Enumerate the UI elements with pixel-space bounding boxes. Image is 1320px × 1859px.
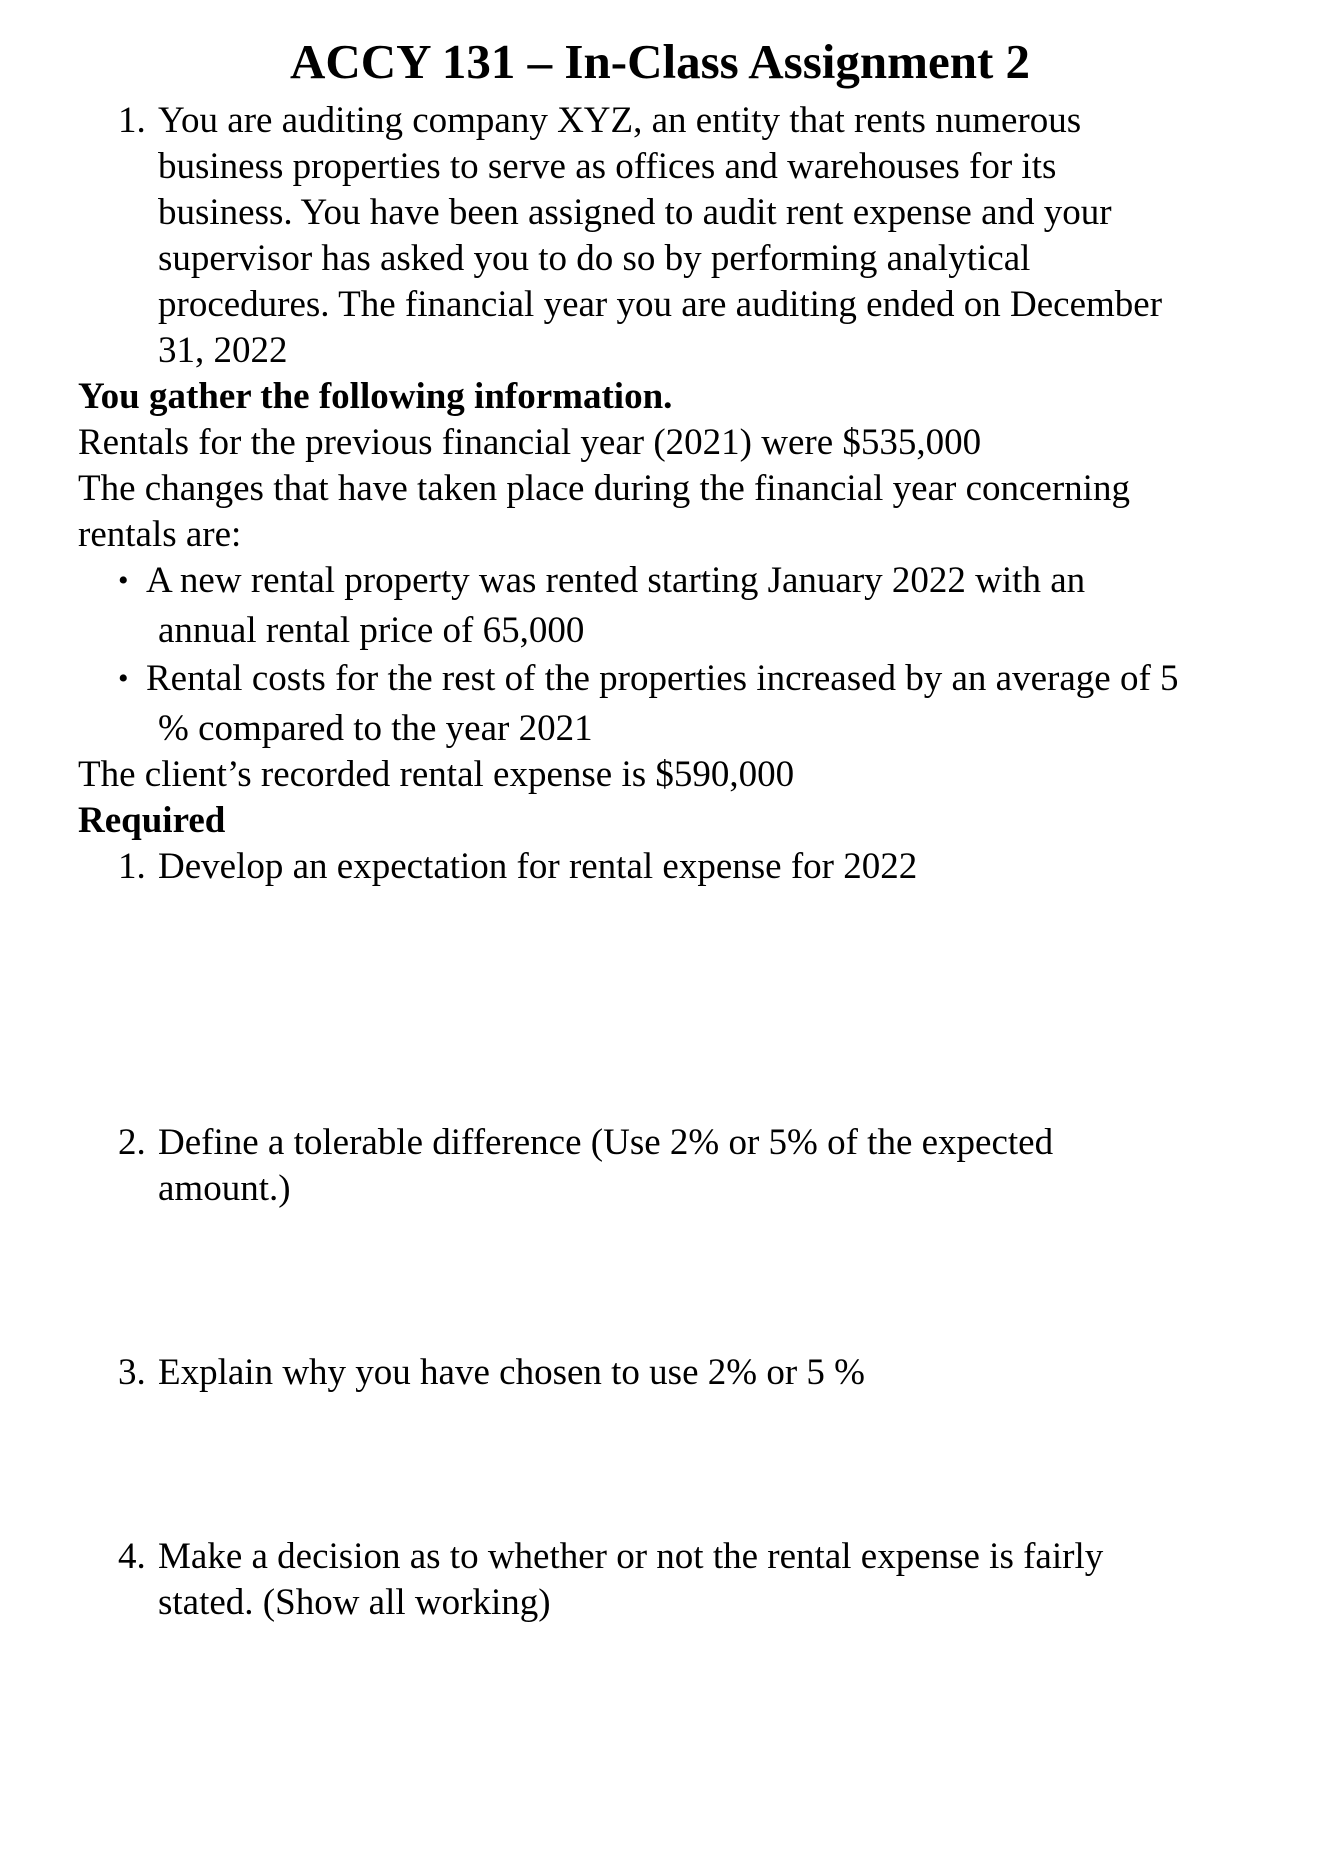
question-1-number: 1. (118, 100, 146, 141)
required-item-number: 4. (118, 1536, 146, 1577)
required-item-line: stated. (Show all working) (158, 1582, 551, 1623)
required-item-line: Explain why you have chosen to use 2% or 5 % (158, 1352, 865, 1393)
required-heading: Required (78, 800, 226, 841)
required-item-number: 3. (118, 1352, 146, 1393)
question-1-line: business. You have been assigned to audit rent expense and your (158, 192, 1112, 233)
info-line: The changes that have taken place during the financial year concerning (78, 468, 1130, 509)
required-item-line: Develop an expectation for rental expense for 2022 (158, 846, 918, 887)
page-title: ACCY 131 – In-Class Assignment 2 (289, 34, 1031, 89)
bullet-line: A new rental property was rented starting January 2022 with an (146, 560, 1086, 601)
question-1-line: procedures. The financial year you are auditing ended on December (158, 284, 1163, 325)
question-1-line: supervisor has asked you to do so by performing analytical (158, 238, 1031, 279)
required-item-number: 2. (118, 1122, 146, 1163)
info-line: Rentals for the previous financial year (2021) were $535,000 (78, 422, 982, 463)
required-item-line: Define a tolerable difference (Use 2% or 5% of the expected (158, 1122, 1054, 1163)
required-item-number: 1. (118, 846, 146, 887)
recorded-expense-line: The client’s recorded rental expense is $590,000 (78, 754, 795, 795)
gather-heading: You gather the following information. (78, 376, 673, 417)
bullet-dot-icon: • (118, 564, 129, 597)
question-1-line: You are auditing company XYZ, an entity that rents numerous (158, 100, 1082, 141)
bullet-line: % compared to the year 2021 (158, 708, 593, 749)
required-item-line: Make a decision as to whether or not the rental expense is fairly (158, 1536, 1104, 1577)
info-line: rentals are: (78, 514, 242, 555)
bullet-line: Rental costs for the rest of the properties increased by an average of 5 (146, 658, 1179, 699)
required-item-line: amount.) (158, 1168, 291, 1209)
bullet-dot-icon: • (118, 662, 129, 695)
bullet-line: annual rental price of 65,000 (158, 610, 585, 651)
question-1-line: 31, 2022 (158, 330, 288, 371)
question-1-line: business properties to serve as offices and warehouses for its (158, 146, 1057, 187)
